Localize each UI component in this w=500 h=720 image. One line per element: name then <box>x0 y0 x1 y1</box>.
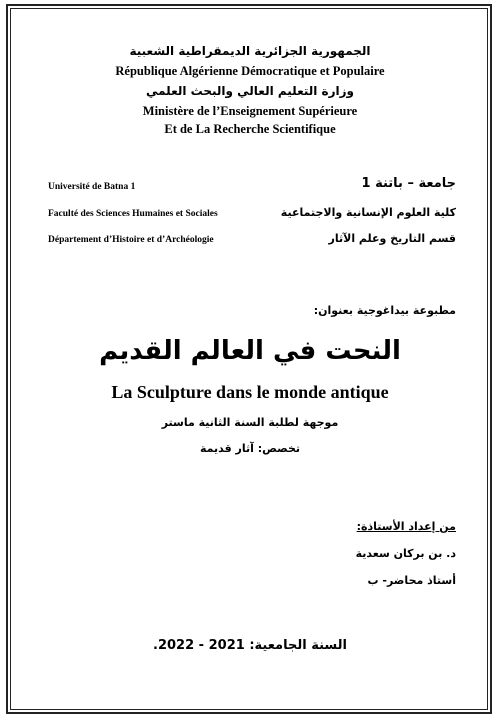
ministry-arabic: وزارة التعليم العالي والبحث العلمي <box>145 84 355 98</box>
academic-year-arabic: السنة الجامعية: 2021 - 2022. <box>153 638 347 653</box>
republic-french: République Algérienne Démocratique et Populaire <box>115 64 385 78</box>
specialty-arabic: تخصص: آثار قديمة <box>199 442 301 455</box>
university-french: Université de Batna 1 <box>48 182 136 192</box>
prepared-by-arabic: من إعداد الأستاذة: <box>356 520 456 533</box>
department-arabic: قسم التاريخ وعلم الآثار <box>328 232 456 245</box>
author-rank-arabic: أستاذ محاضر- ب <box>367 574 456 587</box>
intro-arabic: مطبوعة بيداغوجية بعنوان: <box>313 304 456 317</box>
title-french: La Sculpture dans le monde antique <box>111 382 389 402</box>
audience-arabic: موجهة لطلبة السنة الثانية ماستر <box>161 416 339 429</box>
ministry-french-line2: Et de La Recherche Scientifique <box>164 122 336 136</box>
author-name-arabic: د. بن بركان سعدية <box>355 547 456 560</box>
faculty-french: Faculté des Sciences Humaines et Sociales <box>48 209 218 219</box>
university-arabic: جامعة – باتنة 1 <box>361 176 456 191</box>
republic-arabic: الجمهورية الجزائرية الديمقراطية الشعبية <box>129 44 371 58</box>
faculty-arabic: كلية العلوم الإنسانية والاجتماعية <box>280 206 456 219</box>
department-french: Département d’Histoire et d’Archéologie <box>48 235 214 245</box>
ministry-french-line1: Ministère de l’Enseignement Supérieure <box>142 104 358 118</box>
title-arabic: النحت في العالم القديم <box>99 336 401 366</box>
